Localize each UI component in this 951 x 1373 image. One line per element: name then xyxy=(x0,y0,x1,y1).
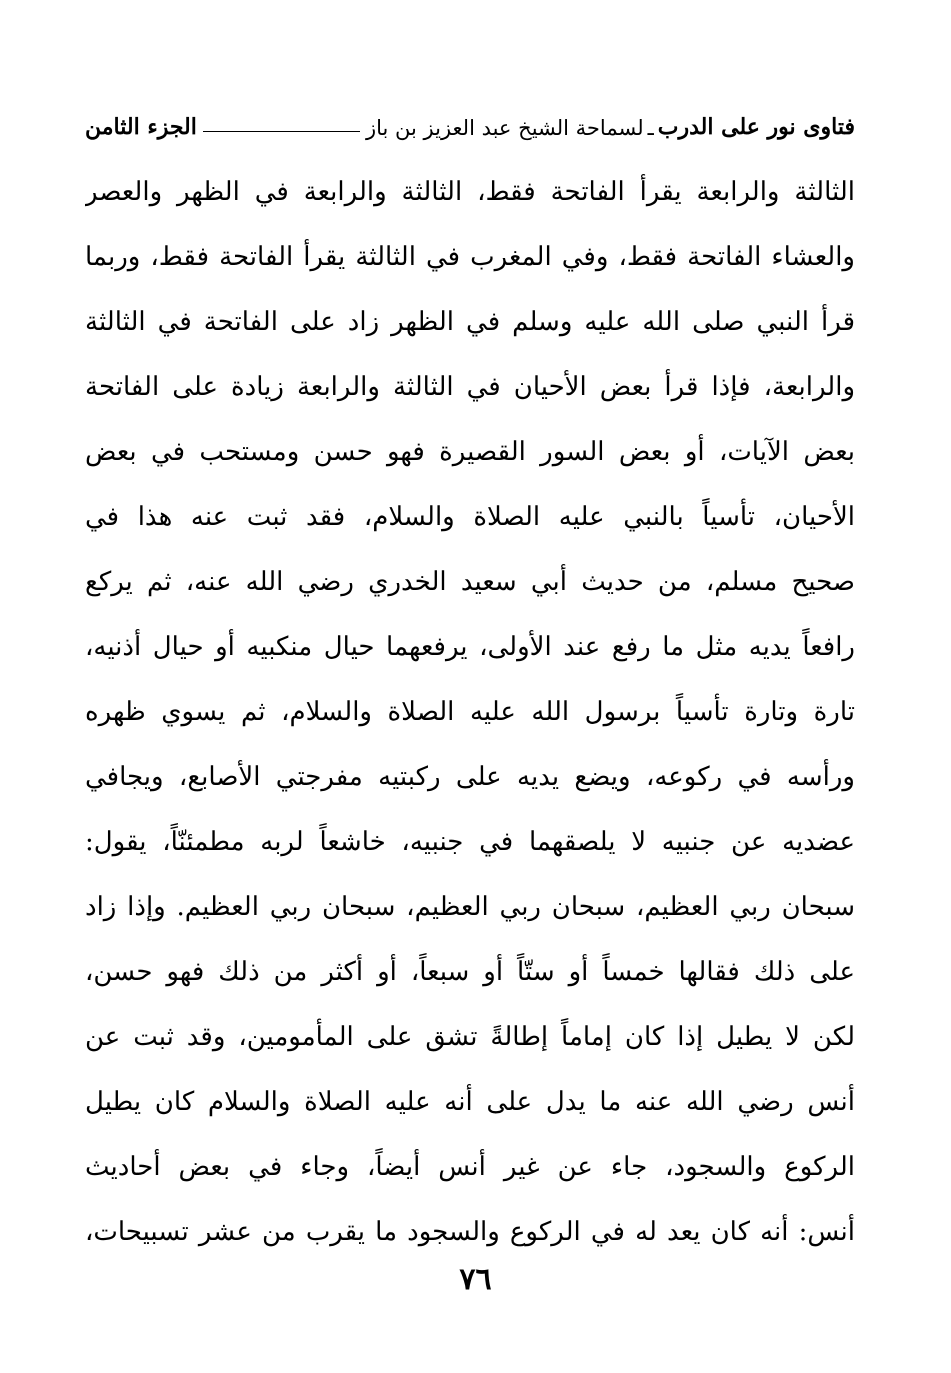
text-line: صحيح مسلم، من حديث أبي سعيد الخدري رضي الله عنه، ثم يركع xyxy=(85,567,855,597)
text-line: الأحيان، تأسياً بالنبي عليه الصلاة والسلام، فقد ثبت عنه هذا في xyxy=(85,502,855,532)
text-line: الركوع والسجود، جاء عن غير أنس أيضاً، وجاء في بعض أحاديث xyxy=(85,1152,855,1182)
text-line: الثالثة والرابعة يقرأ الفاتحة فقط، الثالثة والرابعة في الظهر والعصر xyxy=(85,177,855,207)
text-line: والعشاء الفاتحة فقط، وفي المغرب في الثالثة يقرأ الفاتحة فقط، وربما xyxy=(85,242,855,272)
text-line: أنس: أنه كان يعد له في الركوع والسجود ما يقرب من عشر تسبيحات، xyxy=(85,1217,855,1247)
volume-label: الجزء الثامن xyxy=(85,114,197,140)
page-number: ٧٦ xyxy=(459,1262,492,1297)
book-title: فتاوى نور على الدرب xyxy=(657,114,855,140)
author-name: لسماحة الشيخ عبد العزيز بن باز xyxy=(365,116,644,140)
text-line: لكن لا يطيل إذا كان إماماً إطالةً تشق على المأمومين، وقد ثبت عن xyxy=(85,1022,855,1052)
text-line: بعض الآيات، أو بعض السور القصيرة فهو حسن ومستحب في بعض xyxy=(85,437,855,467)
text-line: ورأسه في ركوعه، ويضع يديه على ركبتيه مفرجتي الأصابع، ويجافي xyxy=(85,762,855,792)
header-rule xyxy=(203,131,360,132)
text-line: على ذلك فقالها خمساً أو ستّاً أو سبعاً، أو أكثر من ذلك فهو حسن، xyxy=(85,957,855,987)
text-line: أنس رضي الله عنه ما يدل على أنه عليه الصلاة والسلام كان يطيل xyxy=(85,1087,855,1117)
running-header xyxy=(85,98,855,140)
text-line: قرأ النبي صلى الله عليه وسلم في الظهر زاد على الفاتحة في الثالثة xyxy=(85,307,855,337)
text-line: والرابعة، فإذا قرأ بعض الأحيان في الثالثة والرابعة زيادة على الفاتحة xyxy=(85,372,855,402)
text-line: سبحان ربي العظيم، سبحان ربي العظيم، سبحان ربي العظيم. وإذا زاد xyxy=(85,892,855,922)
text-line: تارة وتارة تأسياً برسول الله عليه الصلاة والسلام، ثم يسوي ظهره xyxy=(85,697,855,727)
body-text xyxy=(85,160,855,1265)
text-line: رافعاً يديه مثل ما رفع عند الأولى، يرفعهما حيال منكبيه أو حيال أذنيه، xyxy=(85,632,855,662)
header-dash: ـ xyxy=(647,116,654,140)
text-line: عضديه عن جنبيه لا يلصقهما في جنبيه، خاشعاً لربه مطمئنّاً، يقول: xyxy=(85,827,855,857)
